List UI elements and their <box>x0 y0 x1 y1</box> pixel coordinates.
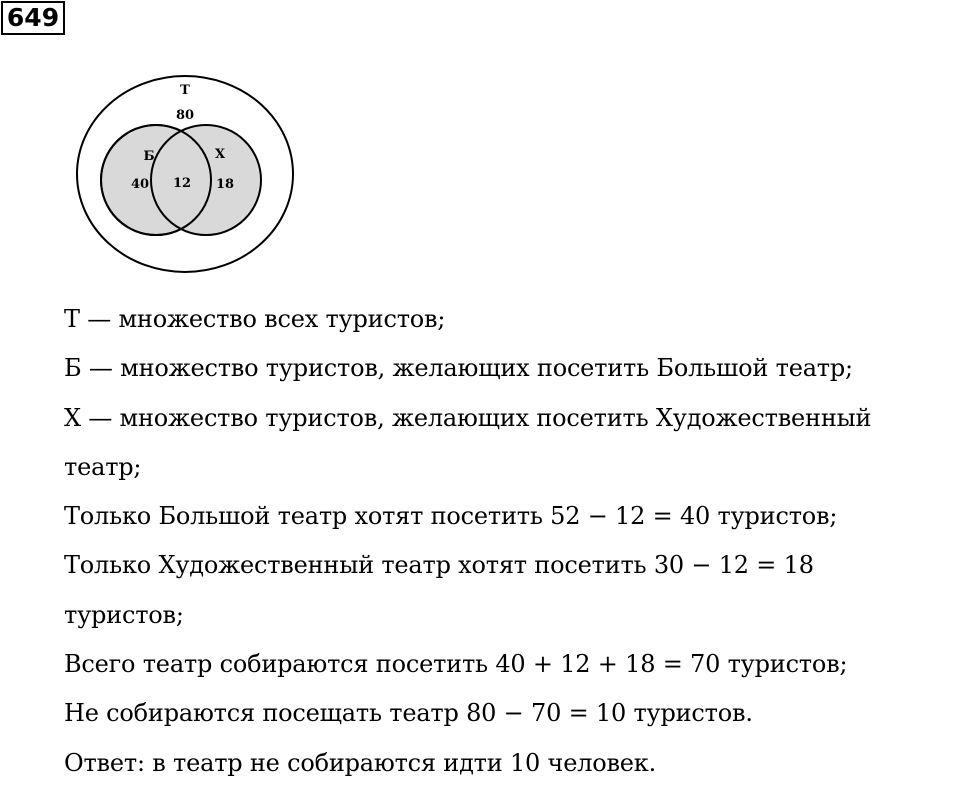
text-line-only-x-continued: туристов; <box>64 600 184 629</box>
text-line-set-x-continued: театр; <box>64 452 142 481</box>
text-line-only-b: Только Большой театр хотят посетить 52 − 12 = 40 туристов; <box>64 502 838 531</box>
text-line-set-b: Б — множество туристов, желающих посетить Большой театр; <box>64 354 853 383</box>
text-line-total: Всего театр собираются посетить 40 + 12 + 18 = 70 туристов; <box>64 650 848 679</box>
text-line-universal-set: Т — множество всех туристов; <box>64 305 446 333</box>
intersection-value: 12 <box>172 176 192 191</box>
set-b-label: Б <box>143 149 155 164</box>
universal-set-label: Т <box>180 83 190 98</box>
solution-text <box>64 299 960 792</box>
universal-set-value: 80 <box>175 108 195 123</box>
set-x-value: 18 <box>215 177 235 192</box>
text-line-answer: Ответ: в театр не собираются идти 10 человек. <box>64 748 657 777</box>
text-line-set-x: Х — множество туристов, желающих посетить Художественный <box>64 403 872 432</box>
text-line-only-x: Только Художественный театр хотят посетить 30 − 12 = 18 <box>64 551 814 580</box>
set-x-circle <box>151 125 261 235</box>
set-b-value: 40 <box>130 177 150 192</box>
problem-number: 649 <box>1 1 65 35</box>
venn-diagram <box>74 74 296 274</box>
set-x-label: Х <box>214 147 226 162</box>
text-line-not-going: Не собираются посещать театр 80 − 70 = 10 туристов. <box>64 699 753 728</box>
